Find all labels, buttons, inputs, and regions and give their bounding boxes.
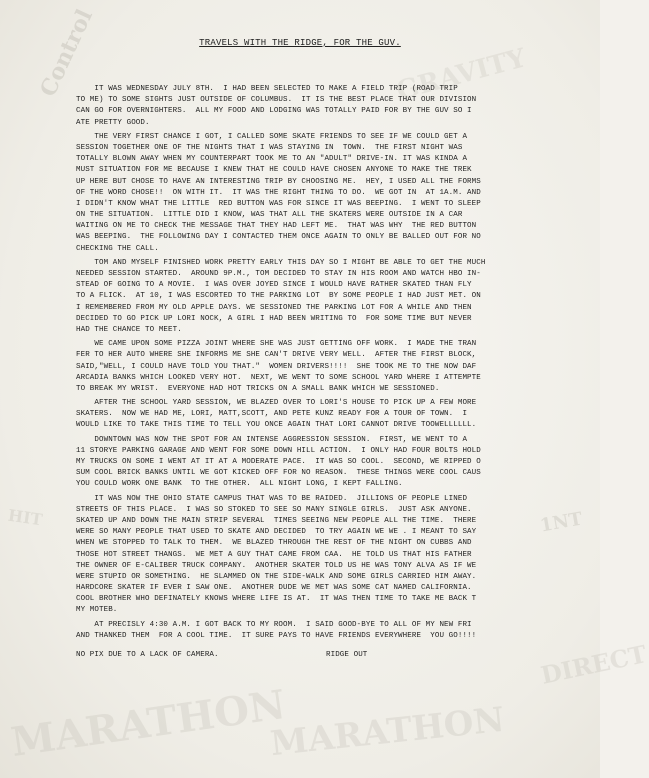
paragraph bbox=[76, 84, 596, 129]
paragraph bbox=[76, 258, 596, 336]
text-line: TO BREAK MY WRIST. EVERYONE HAD HOT TRICKS ON A SMALL BANK WHICH WE SESSIONED. bbox=[76, 384, 440, 393]
text-line: AFTER THE SCHOOL YARD SESSION, WE BLAZED OVER TO LORI'S HOUSE TO PICK UP A FEW MORE bbox=[76, 399, 477, 408]
text-line: MY MOTEB. bbox=[76, 606, 118, 615]
text-line: ON THE SITUATION. LITTLE DID I KNOW, WAS THAT ALL THE SKATERS WERE OUTSIDE IN A CAR bbox=[76, 211, 463, 220]
text-line: WAS BEEPING. THE FOLLOWING DAY I CONTACTED THEM ONCE AGAIN TO ONLY BE BALLED OUT FOR NO bbox=[76, 233, 481, 242]
text-line: NEEDED SESSION STARTED. AROUND 9P.M., TOM DECIDED TO STAY IN HIS ROOM AND WATCH HBO IN- bbox=[76, 270, 481, 278]
text-line: WHEN WE STOPPED TO TALK TO THEM. WE BLAZED THROUGH THE REST OF THE NIGHT ON CUBBS AND bbox=[76, 539, 472, 548]
text-line: STEAD OF GOING TO A MOVIE. I WAS OVER JOYED SINCE I WOULD HAVE RATHER SKATED THAN FLY bbox=[76, 281, 472, 290]
paragraph bbox=[76, 132, 596, 255]
paragraph bbox=[76, 435, 596, 491]
text-line: TOM AND MYSELF FINISHED WORK PRETTY EARLY THIS DAY SO I MIGHT BE ABLE TO GET THE MUCH bbox=[76, 258, 486, 267]
text-line: SESSION TOGETHER ONE OF THE NIGHTS THAT I WAS STAYING IN TOWN. THE FIRST NIGHT WAS bbox=[76, 143, 463, 152]
text-line: IT WAS NOW THE OHIO STATE CAMPUS THAT WAS TO BE RAIDED. JILLIONS OF PEOPLE LINED bbox=[76, 494, 468, 503]
text-line: COOL BROTHER WHO DEFINATELY KNOWS WHERE LIFE IS AT. IT WAS THEN TIME TO TAKE ME BACK T bbox=[76, 595, 477, 604]
text-line: THOSE HOT STREET THANGS. WE MET A GUY THAT CAME FROM CAA. HE TOLD US THAT HIS FATHER bbox=[76, 550, 472, 559]
text-line: HAD THE CHANCE TO MEET. bbox=[76, 325, 182, 334]
text-line: SAID,"WELL, I COULD HAVE TOLD YOU THAT." WOMEN DRIVERS!!!! SHE TOOK ME TO THE NOW DAF bbox=[76, 362, 477, 371]
text-line: MUST SITUATION FOR ME BECAUSE I KNEW THAT HE COULD HAVE CHOSEN ANYONE TO MAKE THE TREK bbox=[76, 166, 472, 175]
text-line: CHECKING THE CALL. bbox=[76, 244, 159, 253]
paragraph bbox=[76, 494, 596, 617]
text-line: HARDCORE SKATER IF EVER I SAW ONE. ANOTHER DUDE WE MET WAS SOME CAT NAMED CALIFORNIA. bbox=[76, 584, 472, 593]
article-title: TRAVELS WITH THE RIDGE, FOR THE GUV. bbox=[199, 38, 401, 48]
bleed-through-text: Control bbox=[35, 5, 98, 101]
text-line: THE VERY FIRST CHANCE I GOT, I CALLED SOME SKATE FRIENDS TO SEE IF WE COULD GET A bbox=[76, 132, 468, 141]
article-body bbox=[76, 84, 596, 661]
text-line: THE OWNER OF E-CALIBER TRUCK COMPANY. ANOTHER SKATER TOLD US HE WAS TONY ALVA AS IF WE bbox=[76, 561, 477, 570]
text-line: IT WAS WEDNESDAY JULY 8TH. I HAD BEEN SELECTED TO MAKE A FIELD TRIP (ROAD TRIP bbox=[76, 85, 458, 93]
text-line: ATE PRETTY GOOD. bbox=[76, 118, 150, 127]
bleed-through-text: DIRECT bbox=[538, 639, 649, 690]
text-line: FER TO HER AUTO WHERE SHE INFORMS ME SHE CAN'T DRIVE VERY WELL. AFTER THE FIRST BLOCK, bbox=[76, 351, 477, 360]
footer-note: NO PIX DUE TO A LACK OF CAMERA. bbox=[76, 651, 219, 659]
text-line: UP HERE BUT CHOSE TO HAVE AN INTERESTING TRIP BY CHOOSING ME. HEY, I USED ALL THE FORMS bbox=[76, 177, 481, 186]
text-line: CAN GO FOR OVERNIGHTERS. ALL MY FOOD AND LODGING WAS TOTALLY PAID FOR BY THE GUV SO I bbox=[76, 107, 472, 116]
signature: RIDGE OUT bbox=[326, 651, 368, 659]
text-line: TOTALLY BLOWN AWAY WHEN MY COUNTERPART TOOK ME TO AN "ADULT" DRIVE-IN. IT WAS KINDA A bbox=[76, 155, 468, 164]
text-line: TO ME) TO SOME SIGHTS JUST OUTSIDE OF COLUMBUS. IT IS THE BEST PLACE THAT OUR DIVISION bbox=[76, 96, 477, 105]
text-line: OF THE WORD CHOSE!! ON WITH IT. IT WAS THE RIGHT THING TO DO. WE GOT IN AT 1A.M. AND bbox=[76, 188, 481, 197]
bleed-through-text: 1NT bbox=[538, 508, 584, 537]
paragraph bbox=[76, 620, 596, 642]
text-line: TO A FLICK. AT 10, I WAS ESCORTED TO THE PARKING LOT BY SOME PEOPLE I HAD JUST MET. ON bbox=[76, 292, 481, 301]
text-line: MY TRUCKS ON SOME I WENT AT IT AT A MODERATE PACE. IT WAS SO COOL. SECOND, WE RIPPED O bbox=[76, 458, 481, 466]
bleed-through-text: HIT bbox=[6, 505, 44, 530]
text-line: 11 STORYE PARKING GARAGE AND WENT FOR SOME DOWN HILL ACTION. I ONLY HAD FOUR BOLTS HOLD bbox=[76, 446, 481, 455]
text-line: I DIDN'T KNOW WHAT THE LITTLE RED BUTTON WAS FOR SINCE IT WAS BEEPING. I WENT TO SLEEP bbox=[76, 199, 481, 208]
bleed-through-text: MARATHON bbox=[8, 680, 289, 767]
text-line: WOULD LIKE TO TAKE THIS TIME TO TELL YOU ONCE AGAIN THAT LORI CANNOT DRIVE TOOWELLLLLL. bbox=[76, 421, 477, 430]
text-line: WAITING ON ME TO CHECK THE MESSAGE THAT THEY HAD LEFT ME. THAT WAS WHY THE RED BUTTON bbox=[76, 222, 477, 231]
text-line: SUM COOL BRICK BANKS UNTIL WE GOT KICKED OFF FOR NO REASON. THESE THINGS WERE COOL CAUS bbox=[76, 469, 481, 478]
text-line: SKATERS. NOW WE HAD ME, LORI, MATT,SCOTT, AND PETE KUNZ READY FOR A TOUR OF TOWN. I bbox=[76, 410, 468, 419]
text-line: YOU COULD WORK ONE BANK TO THE OTHER. ALL NIGHT LONG, I KEPT FALLING. bbox=[76, 480, 403, 489]
sign-off bbox=[76, 650, 596, 661]
text-line: DOWNTOWN WAS NOW THE SPOT FOR AN INTENSE AGGRESSION SESSION. FIRST, WE WENT TO A bbox=[76, 435, 468, 444]
text-line: ARCADIA BANKS WHICH LOOKED VERY HOT. NEXT, WE WENT TO SOME SCHOOL YARD WHERE I ATTEMPTE bbox=[76, 373, 481, 382]
text-line: I REMEMBERED FROM MY OLD APPLE DAYS. WE SESSIONED THE PARKING LOT FOR A WHILE AND THEN bbox=[76, 303, 472, 312]
text-line: AND THANKED THEM FOR A COOL TIME. IT SURE PAYS TO HAVE FRIENDS EVERYWHERE YOU GO!!!! bbox=[76, 631, 477, 640]
paragraph bbox=[76, 398, 596, 432]
text-line: WE CAME UPON SOME PIZZA JOINT WHERE SHE WAS JUST GETTING OFF WORK. I MADE THE TRAN bbox=[76, 340, 477, 349]
bleed-through-text: MARATHON bbox=[268, 699, 507, 765]
paragraph bbox=[76, 339, 596, 395]
text-line: AT PRECISLY 4:30 A.M. I GOT BACK TO MY ROOM. I SAID GOOD-BYE TO ALL OF MY NEW FRI bbox=[76, 620, 472, 629]
text-line: SKATED UP AND DOWN THE MAIN STRIP SEVERAL TIMES SEEING NEW PEOPLE ALL THE TIME. THERE bbox=[76, 516, 477, 525]
text-line: DECIDED TO GO PICK UP LORI NOCK, A GIRL I HAD BEEN WRITING TO FOR SOME TIME BUT NEVER bbox=[76, 314, 472, 323]
text-line: WERE SO MANY PEOPLE THAT USED TO SKATE AND DECIDED TO TRY AGAIN WE WE . I MEANT TO SAY bbox=[76, 528, 477, 537]
text-line: STREETS OF THIS PLACE. I WAS SO STOKED TO SEE SO MANY SINGLE GIRLS. JUST ASK ANYONE. bbox=[76, 505, 472, 514]
bleed-through-text: GRAVITY bbox=[393, 43, 529, 107]
text-line: WERE STUPID OR SOMETHING. HE SLAMMED ON THE SIDE-WALK AND SOME GIRLS CARRIED HIM AWAY. bbox=[76, 572, 477, 581]
